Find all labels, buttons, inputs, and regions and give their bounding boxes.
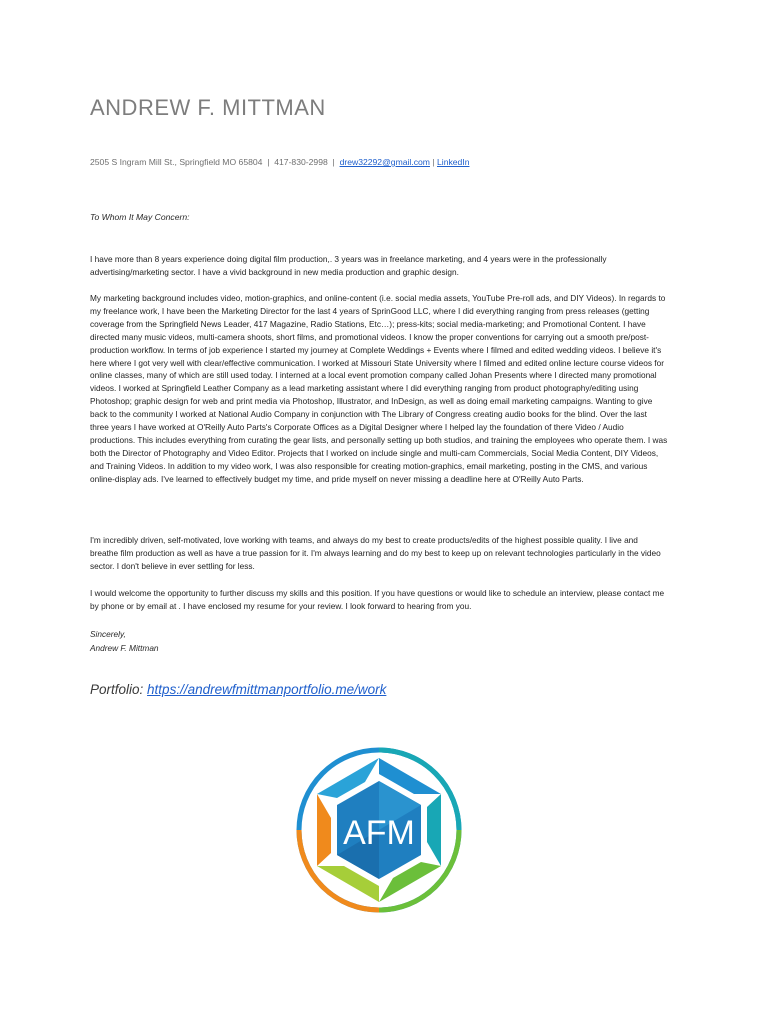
paragraph-experience: I have more than 8 years experience doing digital film production,. 3 years was in freelance marketing, and 4 years were in the professionally advertising/marketing sector. I have a vivid background in new media production and graphic design. [90, 254, 607, 277]
separator: | [267, 157, 270, 167]
paragraph-closing-request: I would welcome the opportunity to further discuss my skills and this position. If you have questions or would like to schedule an interview, please contact me by phone or by email at . I have enclosed my resume for your review. I look forward to hearing from you. [90, 588, 665, 611]
paragraph-motivation: I'm incredibly driven, self-motivated, love working with teams, and always do my best to create products/edits of the highest possible quality. I live and breathe film production as well as have a true passion for it. I'm always learning and do my best to keep up on relevant technologies particularly in the video sector. I don't believe in ever settling for less. [90, 535, 661, 571]
closing-text: Sincerely, [90, 629, 126, 639]
address-text: 2505 S Ingram Mill St., Springfield MO 65804 [90, 157, 263, 167]
salutation: To Whom It May Concern: [90, 212, 190, 222]
applicant-name: ANDREW F. MITTMAN [90, 95, 326, 120]
portfolio-line [90, 682, 386, 697]
phone-text: 417-830-2998 [274, 157, 328, 167]
logo-text: AFM [343, 814, 415, 852]
contact-line [90, 157, 470, 167]
afm-logo [296, 747, 462, 913]
signature-name: Andrew F. Mittman [90, 642, 159, 653]
separator: | [432, 157, 435, 167]
linkedin-link[interactable]: LinkedIn [437, 157, 470, 167]
closing-block [90, 628, 159, 655]
email-link[interactable]: drew32292@gmail.com [339, 157, 430, 167]
separator: | [332, 157, 335, 167]
portfolio-label: Portfolio: [90, 682, 144, 697]
portfolio-link[interactable]: https://andrewfmittmanportfolio.me/work [147, 682, 387, 697]
paragraph-marketing-background: My marketing background includes video, motion-graphics, and online-content (i.e. social media assets, YouTube Pre-roll ads, and DIY Videos). In regards to my freelance work, I have been the Marketing Director for the last 4 years of SprinGood LLC, where I did everything ranging from press releases (getting coverage from the Springfield News Leader, 417 Magazine, Radio Stations, Etc…); press-kits; social media-marketing; and Promotional Content. I have directed many music videos, multi-camera shoots, short films, and promotional videos. I know the proper conventions for carrying out a smooth pre/post-production workflow. In terms of job experience I started my journey at Complete Weddings + Events where I filmed and edited wedding videos. I believe it's here where I got very well with clear/effective communication. I worked at Missouri State University where I filmed and edited online lecture course videos for online classes, many of which are still used today. I interned at a local event promotion company called Johan Presents where I directed many promotional videos. I worked at Springfield Leather Company as a lead marketing assistant where I did everything ranging from product photography/editing using Photoshop; graphic design for web and print media via Photoshop, Illustrator, and InDesign, as well as doing email marketing campaigns. Wanting to give back to the community I worked at National Audio Company in conjunction with The Library of Congress creating audio books for the blind. Over the last three years I have worked at O'Reilly Auto Parts's Corporate Offices as a Digital Designer where I helped lay the foundation of there Video / Audio productions. This includes everything from curating the gear lists, and personally setting up both studios, and training the employees who operate them. I was both the Director of Photography and Video Editor. Projects that I worked on include single and multi-cam Commercials, Social Media Content, DIY Videos, and Training Videos. In addition to my video work, I was also responsible for creating motion-graphics, email marketing, posting in the CMS, and various online-display ads. I've learned to effectively budget my time, and pride myself on never missing a deadline here at O'Reilly Auto Parts. [90, 293, 668, 484]
